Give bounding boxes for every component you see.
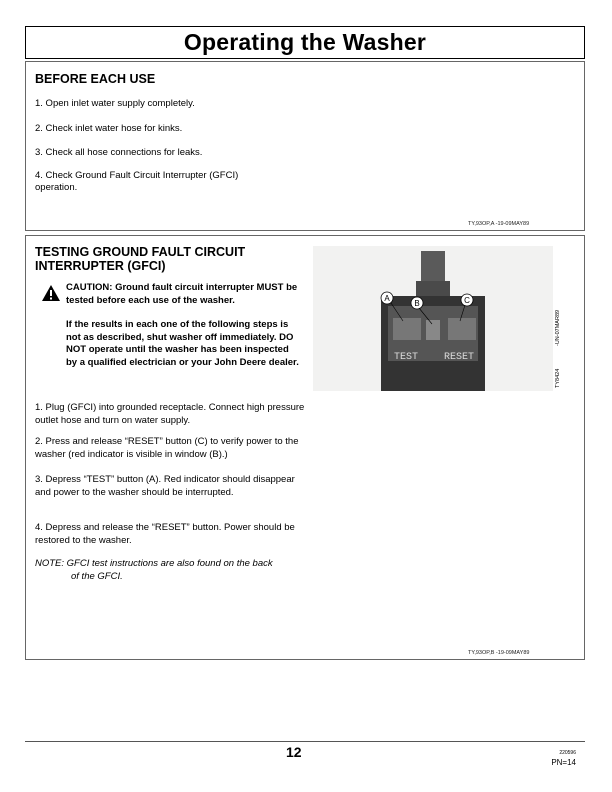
gfci-note bbox=[35, 558, 315, 583]
before-step-4-cont: operation. bbox=[35, 182, 78, 193]
page-title: Operating the Washer bbox=[183, 29, 427, 55]
caution-paragraph-2: If the results in each one of the following steps is not as described, shut washer off immediately. DO NOT operate until the washer has been inspected by a qualified electrician or your John Deere dealer. bbox=[66, 319, 299, 368]
before-step-4: 4. Check Ground Fault Circuit Interrupter (GFCI) bbox=[35, 170, 239, 181]
photo-vcode-bottom: TY8424 bbox=[555, 368, 561, 388]
caution-text bbox=[66, 282, 301, 381]
before-each-use-heading: BEFORE EACH USE bbox=[35, 72, 156, 86]
testing-heading-line2: INTERRUPTER (GFCI) bbox=[35, 259, 166, 273]
footer-doc-code: 220596 bbox=[559, 750, 576, 756]
testing-step-1: 1. Plug (GFCI) into grounded receptacle. Connect high pressure outlet hose and turn on water supply. bbox=[35, 402, 305, 426]
caution-paragraph-1: CAUTION: Ground fault circuit interrupter MUST be tested before each use of the washer. bbox=[66, 282, 298, 306]
title-box bbox=[25, 26, 585, 59]
testing-section-code: TY,93OP,B -19-09MAY89 bbox=[468, 650, 530, 656]
callout-a: A bbox=[384, 294, 390, 303]
testing-step-2: 2. Press and release “RESET” button (C) to verify power to the washer (red indicator is visible in window (B).) bbox=[35, 436, 299, 460]
testing-step-4: 4. Depress and release the “RESET” button. Power should be restored to the washer. bbox=[35, 522, 295, 546]
footer-rule bbox=[25, 741, 585, 742]
caution-icon bbox=[41, 284, 61, 302]
before-step-3: 3. Check all hose connections for leaks. bbox=[35, 147, 203, 158]
before-section-code: TY,93OP,A -19-09MAY89 bbox=[468, 221, 530, 227]
note-line-1: NOTE: GFCI test instructions are also found on the back bbox=[35, 558, 273, 569]
testing-step-3: 3. Depress “TEST” button (A). Red indicator should disappear and power to the washer should be interrupted. bbox=[35, 474, 295, 498]
before-each-use-section bbox=[25, 61, 585, 231]
page-number: 12 bbox=[286, 744, 302, 760]
photo-vcode-top: -UN-07MAR89 bbox=[555, 309, 561, 346]
photo-reset-label: RESET bbox=[443, 352, 475, 363]
callout-b: B bbox=[414, 299, 420, 308]
gfci-device-illustration bbox=[313, 246, 553, 391]
testing-gfci-section bbox=[25, 235, 585, 660]
callout-c: C bbox=[464, 296, 470, 305]
footer-pn: PN=14 bbox=[551, 758, 576, 767]
gfci-photo bbox=[313, 246, 553, 391]
note-line-2: of the GFCI. bbox=[71, 570, 123, 582]
testing-heading-line1: TESTING GROUND FAULT CIRCUIT bbox=[35, 245, 246, 259]
before-step-2: 2. Check inlet water hose for kinks. bbox=[35, 123, 183, 134]
before-step-1: 1. Open inlet water supply completely. bbox=[35, 98, 195, 109]
photo-test-label: TEST bbox=[393, 352, 419, 363]
